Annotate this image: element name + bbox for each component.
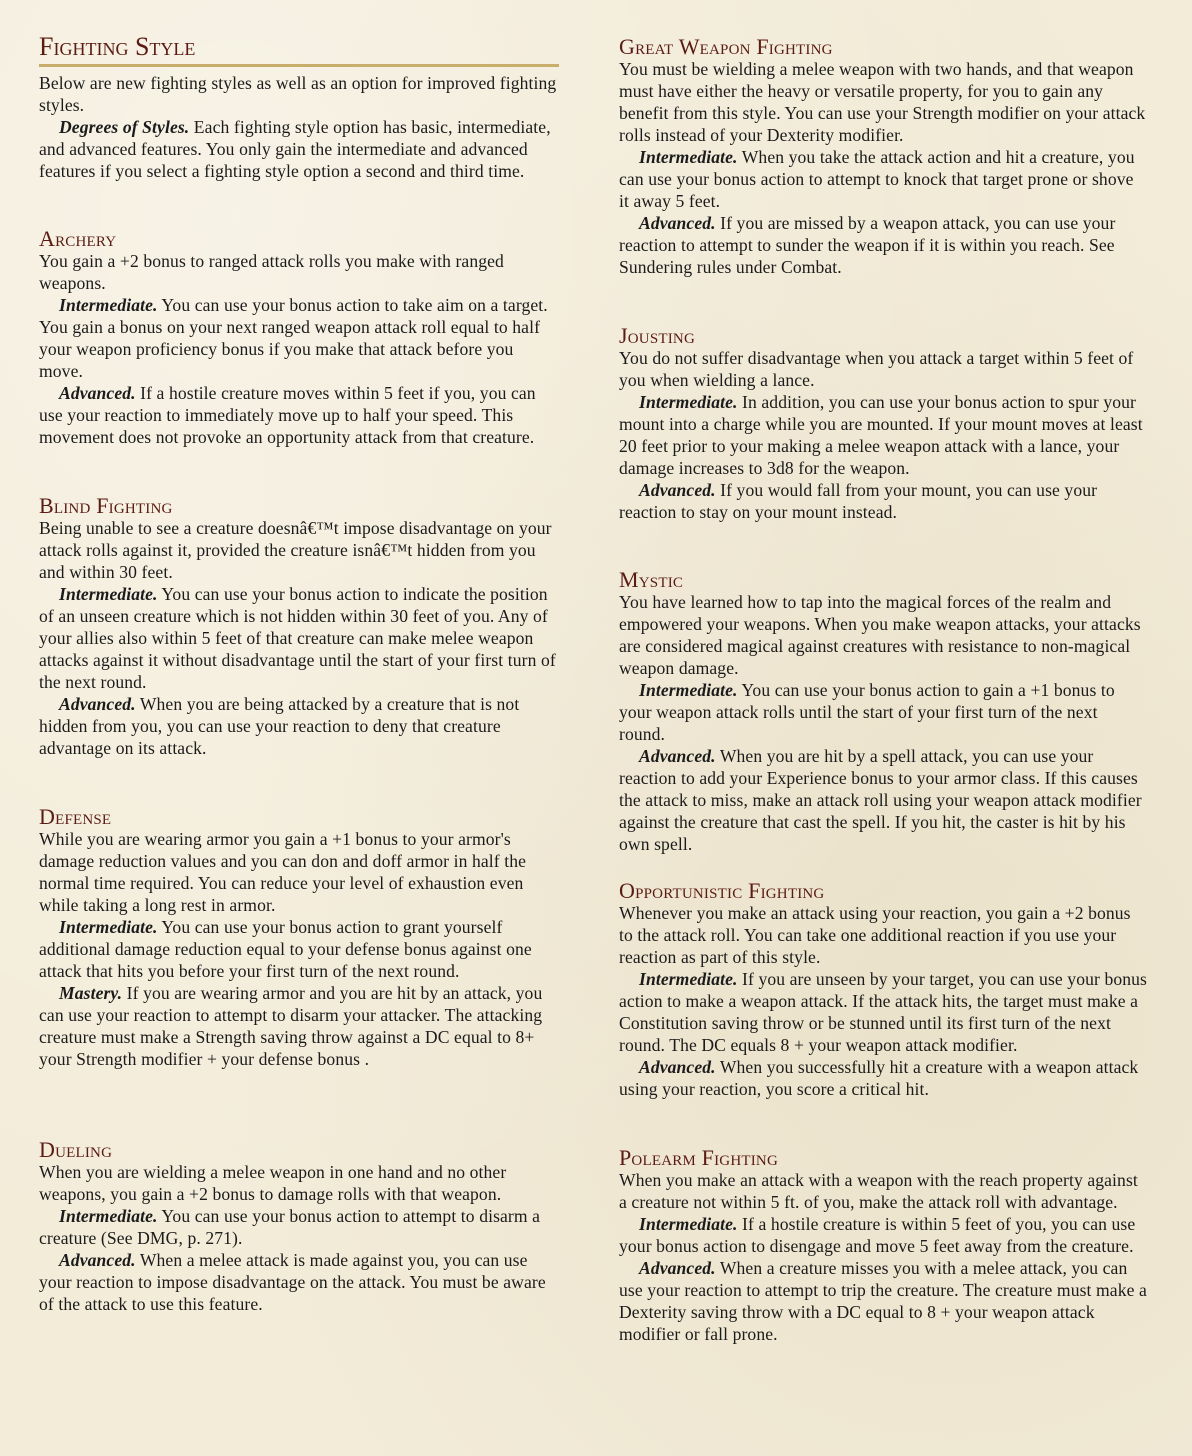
intro-text: Below are new fighting styles as well as an option for improved fighting styles. bbox=[39, 73, 557, 115]
intro-section bbox=[39, 72, 561, 182]
section-title-polearm-fighting: Polearm Fighting bbox=[619, 1145, 778, 1170]
tier-intermediate bbox=[39, 583, 561, 693]
tier-label: Intermediate. bbox=[639, 392, 738, 412]
section-title-dueling: Dueling bbox=[39, 1137, 113, 1162]
tier-text: If you are missed by a weapon attack, you can use your reaction to attempt to sunder the weapon if it is within you reach. See Sundering rules under Combat. bbox=[619, 213, 1116, 277]
tier-label: Intermediate. bbox=[639, 969, 738, 989]
tier-text: You can use your bonus action to grant yourself additional damage reduction equal to your defense bonus against one attack that hits you before your first turn of the next round. bbox=[39, 917, 532, 981]
section-title-defense: Defense bbox=[39, 804, 112, 829]
section-title-archery: Archery bbox=[39, 226, 117, 251]
degrees-paragraph bbox=[39, 116, 561, 182]
tier-label: Advanced. bbox=[639, 213, 716, 233]
section-title-great-weapon-fighting: Great Weapon Fighting bbox=[619, 34, 833, 59]
section-title-mystic: Mystic bbox=[619, 567, 684, 592]
tier-intermediate bbox=[619, 968, 1147, 1056]
tier-label: Intermediate. bbox=[639, 680, 738, 700]
tier-text: When a creature misses you with a melee attack, you can use your reaction to attempt to trip the creature. The creature must make a Dexterity saving throw with a DC equal to 8 + your weapon attack modifier or fall prone. bbox=[619, 1258, 1147, 1344]
degrees-text: Each fighting style option has basic, intermediate, and advanced features. You only gain the intermediate and advanced features if you select a fighting style option a second and third time. bbox=[39, 117, 551, 181]
section-mystic bbox=[619, 568, 1147, 855]
section-base-text: You have learned how to tap into the magical forces of the realm and empowered your weapons. When you make weapon attacks, your attacks are considered magical against creatures with resistance to non-magical weapon damage. bbox=[619, 592, 1141, 678]
section-base-text: When you are wielding a melee weapon in one hand and no other weapons, you gain a +2 bonus to damage rolls with that weapon. bbox=[39, 1162, 507, 1204]
tier-text: When you take the attack action and hit a creature, you can use your bonus action to attempt to knock that target prone or shove it away 5 feet. bbox=[619, 147, 1135, 211]
tier-label: Advanced. bbox=[59, 694, 136, 714]
tier-text: You can use your bonus action to gain a +1 bonus to your weapon attack rolls until the start of your first turn of the next round. bbox=[619, 680, 1115, 744]
section-archery bbox=[39, 227, 561, 448]
tier-advanced bbox=[39, 1249, 561, 1315]
section-base-text: Whenever you make an attack using your reaction, you gain a +2 bonus to the attack roll. You can take one additional reaction if you use your reaction as part of this style. bbox=[619, 903, 1131, 967]
tier-text: You can use your bonus action to attempt to disarm a creature (See DMG, p. 271). bbox=[39, 1206, 541, 1248]
tier-intermediate bbox=[619, 679, 1147, 745]
tier-label: Advanced. bbox=[59, 1250, 136, 1270]
tier-label: Intermediate. bbox=[59, 295, 158, 315]
page-title: Fighting Style bbox=[39, 32, 559, 67]
tier-text: You can use your bonus action to take aim on a target. You gain a bonus on your next ranged weapon attack roll equal to half your weapon proficiency bonus if you make that attack before you move. bbox=[39, 295, 548, 381]
section-jousting bbox=[619, 324, 1147, 523]
tier-intermediate bbox=[39, 1205, 561, 1249]
section-blind-fighting bbox=[39, 494, 561, 759]
section-title-blind-fighting: Blind Fighting bbox=[39, 493, 173, 518]
tier-advanced bbox=[619, 479, 1147, 523]
tier-text: If a hostile creature moves within 5 feet if you, you can use your reaction to immediately move up to half your speed. This movement does not provoke an opportunity attack from that creature. bbox=[39, 383, 536, 447]
tier-label: Advanced. bbox=[639, 480, 716, 500]
section-defense bbox=[39, 805, 561, 1070]
tier-text: When you successfully hit a creature with a weapon attack using your reaction, you score a critical hit. bbox=[619, 1057, 1139, 1099]
tier-advanced bbox=[619, 1056, 1147, 1100]
tier-intermediate bbox=[39, 916, 561, 982]
section-polearm-fighting bbox=[619, 1146, 1147, 1345]
section-base-text: When you make an attack with a weapon with the reach property against a creature not within 5 ft. of you, make the attack roll with advantage. bbox=[619, 1170, 1138, 1212]
tier-text: You can use your bonus action to indicate the position of an unseen creature which is not hidden within 30 feet of you. Any of your allies also within 5 feet of that creature can make melee weapon attacks against it without disadvantage until the start of your first turn of the next round. bbox=[39, 584, 556, 692]
tier-text: If you would fall from your mount, you can use your reaction to stay on your mount instead. bbox=[619, 480, 1098, 522]
tier-label: Intermediate. bbox=[59, 917, 158, 937]
tier-advanced bbox=[39, 693, 561, 759]
tier-text: If you are unseen by your target, you can use your bonus action to make a weapon attack. If the attack hits, the target must make a Constitution saving throw or be stunned until its first turn of the next round. The DC equals 8 + your weapon attack modifier. bbox=[619, 969, 1147, 1055]
tier-text: If a hostile creature is within 5 feet of you, you can use your bonus action to disengage and move 5 feet away from the creature. bbox=[619, 1214, 1136, 1256]
tier-label: Mastery. bbox=[59, 983, 123, 1003]
tier-text: If you are wearing armor and you are hit by an attack, you can use your reaction to attempt to disarm your attacker. The attacking creature must make a Strength saving throw against a DC equal to 8+ your Strength modifier + your defense bonus . bbox=[39, 983, 543, 1069]
section-great-weapon-fighting bbox=[619, 35, 1147, 278]
tier-label: Advanced. bbox=[59, 383, 136, 403]
tier-label: Intermediate. bbox=[59, 584, 158, 604]
section-title-jousting: Jousting bbox=[619, 323, 695, 348]
tier-text: When you are being attacked by a creature that is not hidden from you, you can use your reaction to deny that creature advantage on its attack. bbox=[39, 694, 520, 758]
tier-label: Advanced. bbox=[639, 746, 716, 766]
section-title-opportunistic-fighting: Opportunistic Fighting bbox=[619, 878, 825, 903]
tier-label: Advanced. bbox=[639, 1258, 716, 1278]
section-base-text: You do not suffer disadvantage when you attack a target within 5 feet of you when wielding a lance. bbox=[619, 348, 1134, 390]
tier-mastery bbox=[39, 982, 561, 1070]
tier-text: When a melee attack is made against you, you can use your reaction to impose disadvantage on the attack. You must be aware of the attack to use this feature. bbox=[39, 1250, 546, 1314]
section-opportunistic-fighting bbox=[619, 879, 1147, 1100]
tier-advanced bbox=[619, 1257, 1147, 1345]
tier-text: In addition, you can use your bonus action to spur your mount into a charge while you are mounted. If your mount moves at least 20 feet prior to your making a melee weapon attack with a lance, your damage increases to 3d8 for the weapon. bbox=[619, 392, 1143, 478]
tier-advanced bbox=[39, 382, 561, 448]
tier-intermediate bbox=[39, 294, 561, 382]
tier-intermediate bbox=[619, 1213, 1147, 1257]
section-dueling bbox=[39, 1138, 561, 1315]
section-base-text: While you are wearing armor you gain a +1 bonus to your armor's damage reduction values and you can don and doff armor in half the normal time required. You can reduce your level of exhaustion even while taking a long rest in armor. bbox=[39, 829, 527, 915]
tier-label: Intermediate. bbox=[639, 1214, 738, 1234]
tier-intermediate bbox=[619, 391, 1147, 479]
tier-text: When you are hit by a spell attack, you can use your reaction to add your Experience bonus to your armor class. If this causes the attack to miss, make an attack roll using your weapon attack modifier against the creature that cast the spell. If you hit, the caster is hit by his own spell. bbox=[619, 746, 1142, 854]
section-base-text: You must be wielding a melee weapon with two hands, and that weapon must have either the heavy or versatile property, for you to gain any benefit from this style. You can use your Strength modifier on your attack rolls instead of your Dexterity modifier. bbox=[619, 59, 1146, 145]
tier-label: Intermediate. bbox=[59, 1206, 158, 1226]
tier-advanced bbox=[619, 745, 1147, 855]
tier-label: Advanced. bbox=[639, 1057, 716, 1077]
tier-advanced bbox=[619, 212, 1147, 278]
section-base-text: Being unable to see a creature doesnâ€™t impose disadvantage on your attack rolls against it, provided the creature isnâ€™t hidden from you and within 30 feet. bbox=[39, 518, 552, 582]
tier-intermediate bbox=[619, 146, 1147, 212]
tier-label: Intermediate. bbox=[639, 147, 738, 167]
section-base-text: You gain a +2 bonus to ranged attack rolls you make with ranged weapons. bbox=[39, 251, 504, 293]
degrees-label: Degrees of Styles. bbox=[59, 117, 190, 137]
